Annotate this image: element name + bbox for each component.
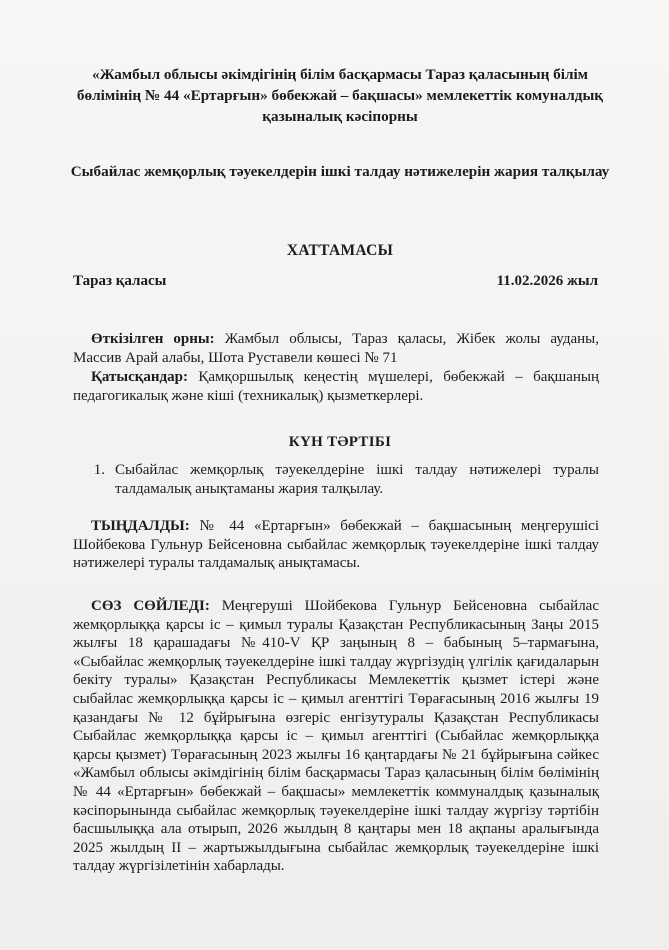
listened-label: ТЫҢДАЛДЫ: [91, 518, 190, 534]
participants-label: Қатысқандар: [91, 369, 188, 385]
protocol-date: 11.02.2026 жыл [496, 273, 598, 289]
participants-paragraph [73, 368, 599, 405]
spoke-text: Меңгеруші Шойбекова Гульнур Бейсеновна сыбайлас жемқорлыққа қарсы іс – қимыл туралы Қазақстан Республикасының Заңы 2015 жылғы 18 қарашадағы №410-V ҚР заңының 8 – бабының 5–тармағына, «Сыбайлас жемқорлық тәуекелдеріне ішкі талдау жүргізудің үлгілік қағидаларын бекіту туралы» Қазақстан Республикасы Мемлекеттік қызмет істері және сыбайлас жемқорлыққа қарсы іс – қимыл агенттігі Төрағасының 2016 жылғы 19 қазандағы № 12 бұйрығына өзгеріс енгізутуралы Қазақстан Республикасы Сыбайлас жемқорлыққа қарсы іс – қимыл агенттігі (Сыбайлас жемқорлыққа қарсы қызмет) Төрағасының 2023 жылғы 16 қаңтардағы № 21 бұйрығына сәйкес «Жамбыл облысы әкімдігінің білім басқармасы Тараз қаласының білім бөлімінің № 44 «Ертарғын» бөбекжай – бақшасы» мемлекеттік коммуналдық қазыналық кәсіпорынында сыбайлас жемқорлық тәуекелдеріне ішкі талдау жүргізу тәртібін басшылыққа ала отырып, 2026 жылдың 8 қаңтары мен 18 ақпаны аралығында 2025 жылдың II – жартыжылдығына сыбайлас жемқорлық тәуекелдеріне ішкі талдау жүргізілетінін хабарлады. [73, 598, 599, 875]
organization-heading: «Жамбыл облысы әкімдігінің білім басқармасы Тараз қаласының білім бөлімінің № 44 «Ертарғын» бөбекжай – бақшасы» мемлекеттік комуналдық қазыналық кәсіпорны [76, 66, 604, 125]
listened-text: № 44 «Ертарғын» бөбекжай – бақшасының меңгерушісі Шойбекова Гульнур Бейсеновна сыбайлас жемқорлық тәуекелдеріне ішкі талдау нәтижелері туралы талдамалық анықтамасы. [73, 518, 600, 572]
venue-label: Өткізілген орны: [91, 331, 215, 347]
city: Тараз қаласы [73, 273, 167, 289]
venue-text: Жамбыл облысы, Тараз қаласы, Жібек жолы ауданы, Массив Арай алабы, Шота Руставели көшесі № 71 [73, 331, 600, 366]
protocol-title: ХАТТАМАСЫ [286, 242, 394, 259]
participants-text: Қамқоршылық кеңестің мүшелері, бөбекжай – бақшаның педагогикалық және кіші (техникалық) қызметкерлері. [73, 369, 600, 404]
place-date-row [73, 273, 598, 290]
agenda-list [73, 461, 599, 498]
agenda-item [73, 461, 599, 498]
agenda-title: КҮН ТӘРТІБІ [288, 434, 392, 450]
venue-paragraph [73, 330, 599, 367]
spoke-paragraph [73, 597, 599, 876]
spoke-label: СӨЗ СӨЙЛЕДІ: [91, 598, 210, 614]
agenda-item-number: 1. [93, 462, 105, 478]
listened-paragraph [73, 517, 599, 573]
subject-heading: Сыбайлас жемқорлық тәуекелдерін ішкі талдау нәтижелерін жария талқылау [70, 163, 610, 180]
agenda-item-text: Сыбайлас жемқорлық тәуекелдеріне ішкі талдау нәтижелері туралы талдамалық анықтаманы жария талқылау. [115, 462, 599, 497]
